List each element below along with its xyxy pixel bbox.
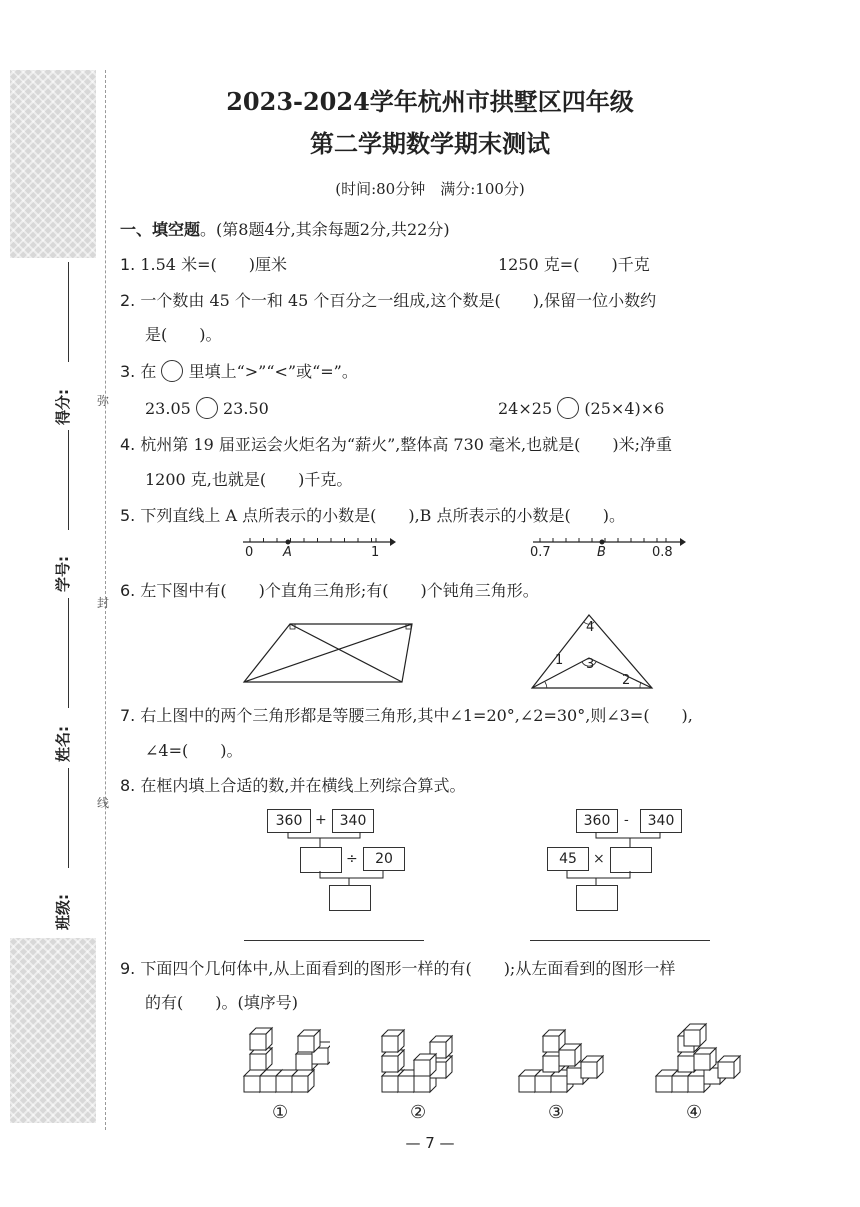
figure-label-3: ③ [548,1102,565,1123]
solid-figure-4 [652,1020,742,1098]
q9-number: 9. [120,959,136,978]
score-label: 得分: [54,389,72,425]
figure-label-2: ② [410,1102,427,1123]
q6-number: 6. [120,581,136,600]
solid-figure-1 [240,1022,330,1097]
compare-circle-example [161,360,183,382]
right-axis-start: 0.7 [530,545,551,560]
q7-line2: ∠4=( )。 [145,741,243,760]
q8-number: 8. [120,776,136,795]
q9-line1: 下面四个几何体中,从上面看到的图形一样的有( );从左面看到的图形一样 [140,959,676,978]
name-label: 姓名: [54,726,72,762]
left-axis-start: 0 [245,545,254,560]
question-5 [120,505,625,527]
q2-line2: 是( )。 [145,325,222,344]
q1-part-a: 1.54 米=( )厘米 [140,255,287,274]
left-axis-end: 1 [371,545,380,560]
q3-number: 3. [120,362,136,381]
q7-number: 7. [120,706,136,725]
right-box-c: 45 [547,847,589,871]
question-3 [120,360,358,383]
q3-b-left: 24×25 [498,399,553,418]
question-1 [120,254,287,276]
angle-label-2: 2 [622,673,631,688]
left-op2: ÷ [346,851,358,867]
q3-item-a [145,397,269,420]
left-op1: + [315,812,327,828]
q9-line2: 的有( )。(填序号) [145,993,298,1012]
class-label: 班级: [54,894,72,930]
right-answer-line[interactable] [530,940,710,941]
q5-number: 5. [120,506,136,525]
q2-number: 2. [120,291,136,310]
question-4 [120,434,672,456]
section-heading [120,219,450,241]
q4-line2: 1200 克,也就是( )千克。 [145,470,353,489]
q3-post: 里填上“>”“<”或“=”。 [188,362,358,381]
exam-subtitle: (时间:80分钟 满分:100分) [335,180,525,198]
right-flow-lines [540,832,700,892]
angle-label-1: 1 [555,653,564,668]
side-line-1 [68,262,69,362]
solid-figure-2 [378,1022,468,1097]
rectangle-diagonals-figure [240,618,420,688]
right-box-b: 340 [640,809,682,833]
page-title-line1: 2023-2024学年杭州市拱墅区四年级 [226,87,634,116]
seal-char-1: 弥 [97,394,110,408]
question-8 [120,775,465,797]
question-6 [120,580,539,602]
page-number: — 7 — [405,1134,455,1152]
q3-item-b [498,397,664,420]
left-box-a: 360 [267,809,311,833]
figure-label-4: ④ [686,1102,703,1123]
right-op1: - [624,812,629,828]
q5-text: 下列直线上 A 点所表示的小数是( ),B 点所表示的小数是( )。 [140,506,625,525]
seal-char-3: 线 [97,796,110,810]
q4-line1: 杭州第 19 届亚运会火炬名为“薪火”,整体高 730 毫米,也就是( )米;净重 [140,435,673,454]
left-axis-point-a: A [283,545,292,560]
q6-text: 左下图中有( )个直角三角形;有( )个钝角三角形。 [140,581,539,600]
left-box-b: 340 [332,809,374,833]
left-answer-line[interactable] [244,940,424,941]
side-line-2 [68,430,69,530]
q4-number: 4. [120,435,136,454]
q3-b-right: (25×4)×6 [584,399,665,418]
q3-a-left: 23.05 [145,399,191,418]
q1-part-b: 1250 克=( )千克 [498,255,650,274]
angle-label-4: 4 [586,620,595,635]
side-line-4 [68,768,69,868]
section-note: 。(第8题4分,其余每题2分,共22分) [200,220,450,239]
q3-a-right: 23.50 [223,399,269,418]
right-box-a: 360 [576,809,618,833]
right-axis-point-b: B [597,545,606,560]
seal-char-2: 封 [97,596,110,610]
question-7 [120,705,693,727]
compare-circle-b[interactable] [557,397,579,419]
question-9 [120,958,675,980]
pattern-strip-bottom [10,938,96,1123]
solid-figure-3 [515,1020,605,1098]
angle-label-3: 3 [586,657,595,672]
q3-pre: 在 [140,362,157,381]
left-flow-lines [260,832,420,892]
page-title-line2: 第二学期数学期末测试 [310,129,550,158]
figure-label-1: ① [272,1102,289,1123]
q1-number: 1. [120,255,136,274]
left-box-c: 20 [363,847,405,871]
right-op2: × [593,851,605,867]
q2-line1: 一个数由 45 个一和 45 个百分之一组成,这个数是( ),保留一位小数约 [140,291,657,310]
q7-line1: 右上图中的两个三角形都是等腰三角形,其中∠1=20°,∠2=30°,则∠3=( ), [140,706,693,725]
right-axis-end: 0.8 [652,545,673,560]
q8-text: 在框内填上合适的数,并在横线上列综合算式。 [140,776,466,795]
compare-circle-a[interactable] [196,397,218,419]
section-title: 一、填空题 [120,220,201,239]
side-line-3 [68,598,69,708]
question-2 [120,290,656,312]
id-label: 学号: [54,556,72,592]
